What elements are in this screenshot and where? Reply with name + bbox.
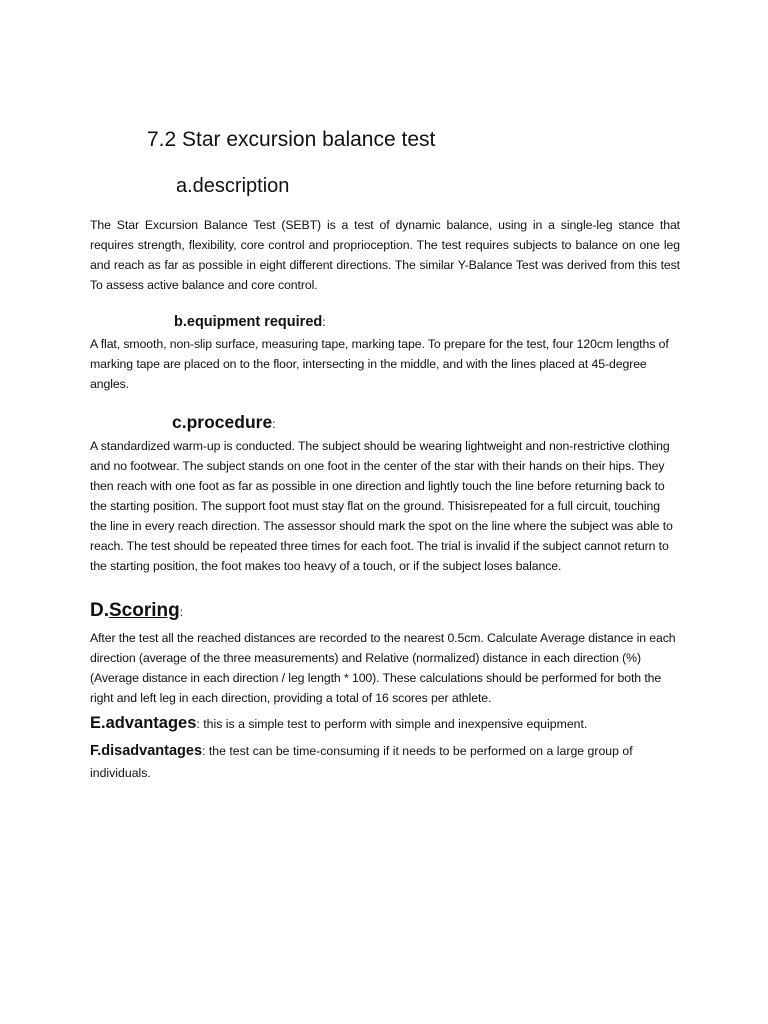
- page-title: 7.2 Star excursion balance test: [147, 128, 436, 151]
- advantages-section: [90, 712, 680, 735]
- equipment-heading-colon: :: [322, 315, 326, 329]
- scoring-heading-label: Scoring: [109, 600, 180, 621]
- procedure-heading: [172, 410, 276, 436]
- procedure-paragraph: A standardized warm-up is conducted. The subject should be wearing lightweight and non-restrictive clothing and no footwear. The subject stands on one foot in the center of the star with their hands on their hips. They then reach with one foot as far as possible in one direction and lightly touch the line before returning back to the starting position. The support foot must stay flat on the ground. Thisisrepeated for a full circuit, touching the line in every reach direction. The assessor should mark the spot on the line where the subject was able to reach. The test should be repeated three times for each foot. The trial is invalid if the subject cannot return to the starting position, the foot makes too heavy of a touch, or if the subject loses balance.: [90, 439, 673, 573]
- advantages-text: this is a simple test to perform with simple and inexpensive equipment.: [199, 717, 588, 731]
- equipment-heading: [174, 311, 326, 333]
- procedure-heading-label: c.procedure: [172, 412, 273, 432]
- advantages-heading: E.advantages: [90, 714, 197, 732]
- disadvantages-text: the test can be time-consuming if it needs to be performed on a large group of individuals.: [90, 744, 633, 780]
- scoring-heading-colon: :: [179, 605, 184, 619]
- disadvantages-section: [90, 740, 680, 784]
- disadvantages-heading: F.disadvantages: [90, 743, 203, 759]
- disadvantages-colon: :: [202, 744, 206, 758]
- scoring-paragraph: After the test all the reached distances are recorded to the nearest 0.5cm. Calculate Average distance in each direction (average of the three measurements) and Relative (normalized) distance in each direction (%) (Average distance in each direction / leg length * 100). These calculations should be performed for both the right and left leg in each direction, providing a total of 16 scores per athlete.: [90, 631, 676, 705]
- advantages-colon: :: [196, 717, 200, 731]
- equipment-paragraph: A flat, smooth, non-slip surface, measuring tape, marking tape. To prepare for the test, four 120cm lengths of marking tape are placed on to the floor, intersecting in the middle, and with the lines placed at 45-degree angles.: [90, 337, 669, 391]
- scoring-heading: [90, 598, 183, 625]
- procedure-heading-colon: :: [272, 417, 276, 431]
- description-paragraph: The Star Excursion Balance Test (SEBT) is a test of dynamic balance, using in a single-leg stance that requires strength, flexibility, core control and proprioception. The test requires subjects to balance on one leg and reach as far as possible in eight different directions. The similar Y-Balance Test was derived from this test To assess active balance and core control.: [90, 218, 680, 292]
- description-heading: a.description: [176, 175, 290, 197]
- equipment-heading-label: b.equipment required: [174, 314, 323, 330]
- scoring-heading-prefix: D.: [90, 600, 109, 621]
